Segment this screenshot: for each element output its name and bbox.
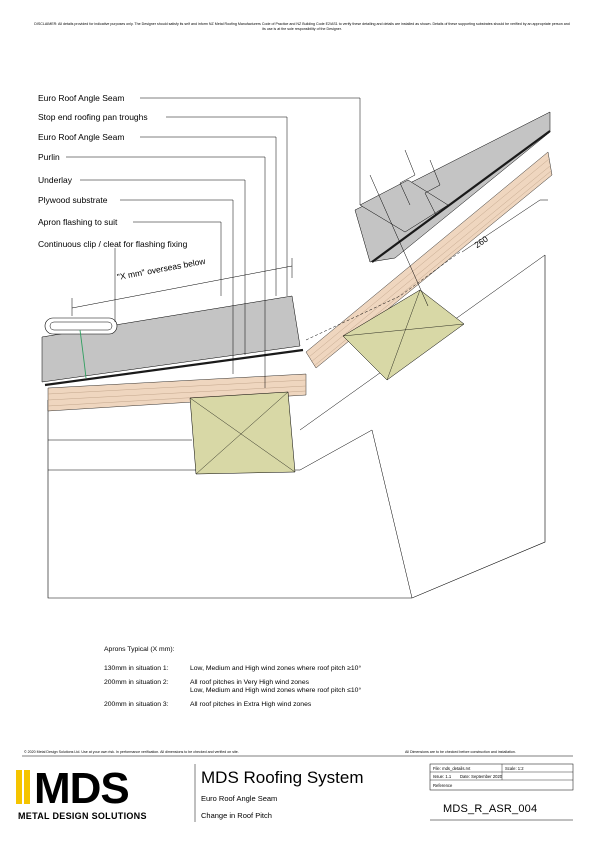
tb-date: Date: September 2020 bbox=[460, 774, 503, 779]
notes-row-3: 200mm in situation 3: All roof pitches in Extra High wind zones bbox=[104, 700, 312, 708]
logo-text: MDS bbox=[34, 770, 129, 806]
tb-subtitle-2: Change in Roof Pitch bbox=[201, 811, 272, 820]
notes-heading: Aprons Typical (X mm): bbox=[104, 646, 175, 653]
tb-drawing-ref: MDS_R_ASR_004 bbox=[443, 803, 538, 815]
label-euro-roof-angle-seam-2: Euro Roof Angle Seam bbox=[38, 132, 125, 142]
label-euro-roof-angle-seam-1: Euro Roof Angle Seam bbox=[38, 93, 125, 103]
tb-file: File: mds_details.rvt bbox=[433, 766, 471, 771]
leader-1 bbox=[140, 98, 360, 205]
mds-logo bbox=[16, 770, 188, 811]
label-apron-flashing: Apron flashing to suit bbox=[38, 217, 118, 227]
roof-sheet-lower bbox=[42, 296, 300, 382]
apron-notes bbox=[104, 646, 490, 714]
disclaimer: DISCLAIMER: All details provided for indicative purposes only. The Designer should satisfy its self and inform NZ Metal Roofing Manufacturers Code of Practice and NZ Building Code E2/AS1 to verify these detailing and details are installed as shown. Details of these supporting substrates should be verified by an appropriate person and its use is at the sole responsibility of the Designer. bbox=[34, 22, 570, 31]
purlin-lower bbox=[190, 392, 295, 474]
tb-subtitle-1: Euro Roof Angle Seam bbox=[201, 794, 278, 803]
footer-left: © 2020 Metal Design Solutions Ltd. Use at your own risk. In performance verification. All dimensions to be checked and verified on site. bbox=[24, 750, 239, 754]
dim-260: 260 bbox=[472, 233, 490, 250]
brand-name: METAL DESIGN SOLUTIONS bbox=[18, 811, 147, 821]
label-plywood-substrate: Plywood substrate bbox=[38, 195, 108, 205]
leader-7 bbox=[133, 222, 221, 296]
label-underlay: Underlay bbox=[38, 175, 73, 185]
tb-issue: Issue: 1.1 bbox=[433, 774, 452, 779]
wall-outline bbox=[48, 255, 545, 598]
tb-reference: Reference bbox=[433, 783, 453, 788]
notes-row-2: 200mm in situation 2: All roof pitches in Very High wind zones Low, Medium and High wind zones where roof pitch ≤10° bbox=[104, 678, 362, 695]
tb-scale: Scale: 1:2 bbox=[505, 766, 524, 771]
tb-title: MDS Roofing System bbox=[201, 768, 364, 787]
footer-right: All Dimensions are to be checked before construction and installation. bbox=[405, 750, 516, 754]
label-purlin: Purlin bbox=[38, 152, 60, 162]
label-continuous-clip: Continuous clip / cleat for flashing fixing bbox=[38, 239, 188, 249]
label-stop-end-troughs: Stop end roofing pan troughs bbox=[38, 112, 148, 122]
dim-x-mm: "X mm" overseas below bbox=[116, 255, 207, 282]
notes-row-1: 130mm in situation 1: Low, Medium and High wind zones where roof pitch ≥10° bbox=[104, 665, 362, 673]
